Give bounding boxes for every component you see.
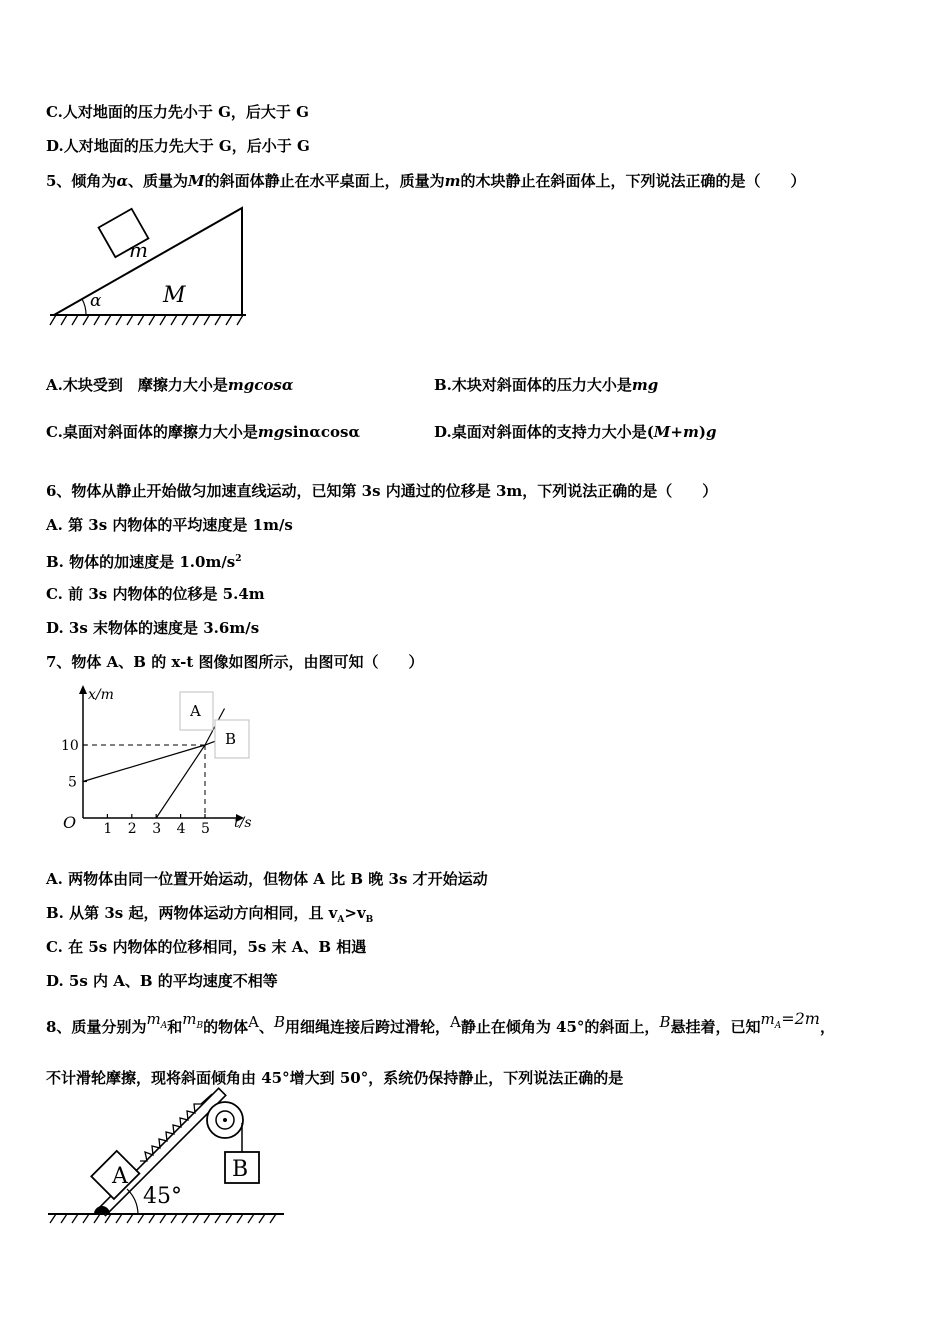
q8-symbol-b: B <box>659 1013 671 1031</box>
q8-spring <box>140 1094 212 1161</box>
q8-condition-symbol: m <box>760 1010 775 1028</box>
q5-option-a-text: A.木块受到 摩擦力大小是 <box>46 376 228 394</box>
q8-pulley-axle <box>223 1118 227 1122</box>
y-tick-label: 5 <box>68 774 77 791</box>
q8-mass-a-sub: A <box>160 1021 168 1031</box>
q5-stem-M: M <box>188 172 205 190</box>
q7-option-b-sub: A <box>337 915 345 925</box>
q4-option-d: D.人对地面的压力先大于 G，后小于 G <box>46 137 310 155</box>
q8-mass-a-symbol: m <box>146 1010 161 1028</box>
q5-stem-part: 、质量为 <box>127 172 188 190</box>
q6-option-b-text: B. 物体的加速度是 1.0m/s <box>46 553 236 571</box>
q7-y-axis-label: x/m <box>88 687 114 703</box>
q8-condition-sub: A <box>774 1021 782 1031</box>
q7-origin-label: O <box>63 813 77 832</box>
q4-option-c: C.人对地面的压力先小于 G，后大于 G <box>46 103 309 121</box>
q5-block-label: m <box>129 238 148 262</box>
x-tick-label: 1 <box>103 821 113 837</box>
q6-option-c: C. 前 3s 内物体的位移是 5.4m <box>46 585 265 603</box>
q7-option-b-sub: B <box>365 915 374 925</box>
q8-symbol-a: A <box>248 1013 259 1031</box>
q7-option-c: C. 在 5s 内物体的位移相同，5s 末 A、B 相遇 <box>46 938 367 956</box>
q8-mass-b-sub: B <box>196 1021 204 1031</box>
q5-stem-m: m <box>444 172 461 190</box>
q5-angle-label: α <box>90 291 102 311</box>
q8-symbol-a: A <box>449 1013 461 1031</box>
q5-stem-part: 的斜面体静止在水平桌面上，质量为 <box>204 172 445 190</box>
q5-stem-part: 的木块静止在斜面体上，下列说法正确的是（ ） <box>460 172 806 190</box>
q7-option-b-text: >v <box>344 904 366 922</box>
q6-option-a: A. 第 3s 内物体的平均速度是 1m/s <box>46 516 293 534</box>
q8-stem-part: 悬挂着，已知 <box>670 1018 761 1036</box>
q6-option-d: D. 3s 末物体的速度是 3.6m/s <box>46 619 260 637</box>
q5-option-a-formula: mgcosα <box>227 376 294 394</box>
q5-option-c-text: C.桌面对斜面体的摩擦力大小是 <box>46 423 258 441</box>
x-tick-label: 5 <box>201 821 210 837</box>
q8-stem-part: 用细绳连接后跨过滑轮， <box>284 1018 450 1036</box>
q5-option-d-formula: g <box>705 423 717 441</box>
q8-stem-part: 静止在倾角为 45°的斜面上， <box>460 1018 660 1036</box>
q6-stem: 6、物体从静止开始做匀加速直线运动，已知第 3s 内通过的位移是 3m，下列说法正确的是（ ） <box>46 482 718 500</box>
q8-stem-part: 和 <box>167 1018 183 1036</box>
q8-block-a-label: A <box>112 1164 128 1189</box>
q8-stem-part: 的物体 <box>203 1018 249 1036</box>
q5-option-d-text: D.桌面对斜面体的支持力大小是( <box>434 423 654 441</box>
q5-body-label: M <box>163 283 186 308</box>
q5-stem-alpha: α <box>116 172 128 190</box>
q8-symbol-b: B <box>273 1013 285 1031</box>
q7-option-b-text: B. 从第 3s 起，两物体运动方向相同，且 v <box>46 904 338 922</box>
x-tick-label: 4 <box>176 821 186 837</box>
q6-option-b-sup: 2 <box>235 554 242 564</box>
q8-stem-line2: 不计滑轮摩擦，现将斜面倾角由 45°增大到 50°，系统仍保持静止，下列说法正确的是 <box>46 1069 624 1087</box>
x-tick-label: 2 <box>127 821 137 837</box>
q8-ground-hatch <box>50 1214 276 1223</box>
q5-option-d-formula: M+m <box>653 423 699 441</box>
q5-option-c-formula: mg <box>257 423 285 441</box>
q7-stem: 7、物体 A、B 的 x-t 图像如图所示，由图可知（ ） <box>46 653 424 671</box>
q8-block-b-label: B <box>232 1157 249 1182</box>
q7-series-label-b: B <box>225 730 237 748</box>
q7-x-axis-label: t/s <box>234 815 252 831</box>
q8-angle-label: 45° <box>143 1184 182 1209</box>
q5-option-b-text: B.木块对斜面体的压力大小是 <box>434 376 632 394</box>
q7-option-d: D. 5s 内 A、B 的平均速度不相等 <box>46 972 278 990</box>
q5-option-d-text: ) <box>698 423 706 441</box>
q5-option-b-formula: mg <box>631 376 659 394</box>
q7-option-a: A. 两物体由同一位置开始运动，但物体 A 比 B 晚 3s 才开始运动 <box>46 870 488 888</box>
q7-series-label-a: A <box>190 702 201 720</box>
q8-stem-part: ， <box>819 1018 835 1036</box>
x-tick-label: 3 <box>152 821 162 837</box>
q8-mass-b-symbol: m <box>182 1010 197 1028</box>
q5-stem-part: 5、倾角为 <box>46 172 117 190</box>
q8-stem-part: 8、质量分别为 <box>46 1018 147 1036</box>
y-tick-label: 10 <box>61 738 79 754</box>
q5-option-c-formula: sinαcosα <box>284 423 360 441</box>
q8-stem-part: 、 <box>258 1018 274 1036</box>
q8-condition-eq: =2m <box>781 1009 820 1028</box>
